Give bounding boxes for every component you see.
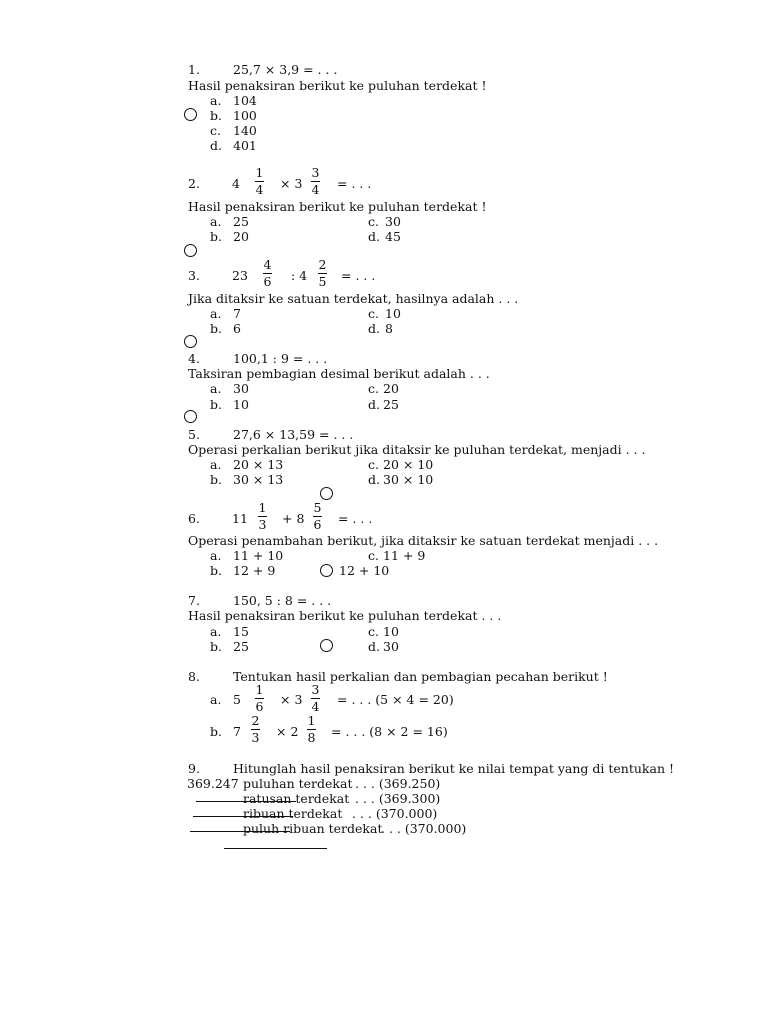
fraction bbox=[307, 714, 316, 745]
numerator: 2 bbox=[318, 257, 327, 272]
option-value: 30 × 13 bbox=[233, 472, 284, 487]
place-value-label: ribuan terdekat bbox=[243, 806, 343, 821]
option-value: 20 bbox=[383, 381, 399, 396]
option-key: c. bbox=[368, 624, 379, 639]
equals-dots: = . . . bbox=[341, 268, 376, 283]
option-value: 401 bbox=[233, 138, 257, 153]
denominator: 5 bbox=[318, 274, 327, 289]
option-value: 11 + 9 bbox=[383, 548, 426, 563]
answer-circle-mark bbox=[184, 410, 197, 423]
place-value-answer: . . . (369.250) bbox=[355, 776, 441, 791]
answer-circle-mark bbox=[320, 639, 333, 652]
option-value: 45 bbox=[385, 229, 401, 244]
whole-number: 4 bbox=[232, 176, 240, 191]
denominator: 4 bbox=[255, 182, 264, 197]
fraction bbox=[263, 258, 272, 289]
equation-remainder: = . . . (5 × 4 = 20) bbox=[337, 692, 454, 707]
whole-number: 7 bbox=[233, 724, 241, 739]
option-value: 25 bbox=[233, 639, 249, 654]
operator: + 8 bbox=[282, 511, 305, 526]
question-instruction: Hasil penaksiran berikut ke puluhan terdekat ! bbox=[188, 78, 487, 93]
denominator: 6 bbox=[313, 517, 322, 532]
numerator: 1 bbox=[255, 165, 264, 180]
option-key: b. bbox=[210, 472, 222, 487]
option-key: a. bbox=[210, 93, 222, 108]
option-value: 20 bbox=[233, 229, 249, 244]
operator: × 3 bbox=[280, 176, 303, 191]
question-instruction: Tentukan hasil perkalian dan pembagian pecahan berikut ! bbox=[233, 669, 608, 684]
option-value: 12 + 9 bbox=[233, 563, 276, 578]
question-number: 5. bbox=[188, 427, 200, 442]
operator: × 2 bbox=[276, 724, 299, 739]
answer-circle-mark bbox=[184, 108, 197, 121]
question-instruction: Operasi penambahan berikut, jika ditaksir ke satuan terdekat menjadi . . . bbox=[188, 533, 659, 548]
option-value: 15 bbox=[233, 624, 249, 639]
question-expression: 25,7 × 3,9 = . . . bbox=[233, 62, 338, 77]
denominator: 3 bbox=[251, 730, 260, 745]
answer-circle-mark bbox=[320, 487, 333, 500]
option-key: a. bbox=[210, 457, 222, 472]
option-key: a. bbox=[210, 381, 222, 396]
denominator: 8 bbox=[307, 730, 316, 745]
question-number: 7. bbox=[188, 593, 200, 608]
option-value: 12 + 10 bbox=[339, 563, 390, 578]
blank-line bbox=[190, 831, 290, 832]
numerator: 1 bbox=[307, 713, 316, 728]
numerator: 5 bbox=[313, 500, 322, 515]
option-value: 30 bbox=[233, 381, 249, 396]
place-value-label: puluh ribuan terdekat bbox=[243, 821, 383, 836]
operator: × 3 bbox=[280, 692, 303, 707]
numerator: 3 bbox=[311, 682, 320, 697]
option-value: 104 bbox=[233, 93, 257, 108]
question-expression: 150, 5 : 8 = . . . bbox=[233, 593, 332, 608]
option-key: a. bbox=[210, 306, 222, 321]
option-key: d. bbox=[368, 472, 380, 487]
question-instruction: Hitunglah hasil penaksiran berikut ke nilai tempat yang di tentukan ! bbox=[233, 761, 674, 776]
question-number: 1. bbox=[188, 62, 200, 77]
question-number: 4. bbox=[188, 351, 200, 366]
option-key: a. bbox=[210, 214, 222, 229]
place-value-answer: . . . (370.000) bbox=[352, 806, 438, 821]
numerator: 1 bbox=[258, 500, 267, 515]
option-key: d. bbox=[368, 639, 380, 654]
denominator: 4 bbox=[311, 699, 320, 714]
fraction bbox=[255, 683, 264, 714]
denominator: 6 bbox=[255, 699, 264, 714]
denominator: 4 bbox=[311, 182, 320, 197]
blank-line bbox=[196, 801, 296, 802]
question-instruction: Hasil penaksiran berikut ke puluhan terdekat ! bbox=[188, 199, 487, 214]
place-value-label: ratusan terdekat bbox=[243, 791, 350, 806]
answer-circle-mark bbox=[320, 564, 333, 577]
question-instruction: Operasi perkalian berikut jika ditaksir ke puluhan terdekat, menjadi . . . bbox=[188, 442, 646, 457]
fraction bbox=[255, 166, 264, 197]
blank-line bbox=[224, 848, 327, 849]
fraction bbox=[311, 683, 320, 714]
option-value: 30 × 10 bbox=[383, 472, 434, 487]
option-key: b. bbox=[210, 724, 222, 739]
option-value: 7 bbox=[233, 306, 241, 321]
option-value: 10 bbox=[385, 306, 401, 321]
question-number: 8. bbox=[188, 669, 200, 684]
option-key: c. bbox=[210, 123, 221, 138]
numerator: 1 bbox=[255, 682, 264, 697]
fraction bbox=[318, 258, 327, 289]
option-value: 100 bbox=[233, 108, 257, 123]
option-value: 6 bbox=[233, 321, 241, 336]
option-value: 30 bbox=[383, 639, 399, 654]
fraction bbox=[258, 501, 267, 532]
option-key: c. bbox=[368, 306, 379, 321]
option-key: a. bbox=[210, 624, 222, 639]
option-value: 20 × 10 bbox=[383, 457, 434, 472]
fraction bbox=[251, 714, 260, 745]
question-instruction: Hasil penaksiran berikut ke puluhan terdekat . . . bbox=[188, 608, 502, 623]
numerator: 2 bbox=[251, 713, 260, 728]
question-number: 2. bbox=[188, 176, 200, 191]
denominator: 3 bbox=[258, 517, 267, 532]
answer-circle-mark bbox=[184, 335, 197, 348]
option-key: a. bbox=[210, 692, 222, 707]
equation-remainder: = . . . (8 × 2 = 16) bbox=[331, 724, 448, 739]
blank-line bbox=[193, 816, 293, 817]
question-number: 6. bbox=[188, 511, 200, 526]
option-value: 25 bbox=[233, 214, 249, 229]
option-key: b. bbox=[210, 639, 222, 654]
operator: : 4 bbox=[291, 268, 308, 283]
whole-number: 23 bbox=[232, 268, 248, 283]
option-key: d. bbox=[368, 397, 380, 412]
option-value: 25 bbox=[383, 397, 399, 412]
option-value: 30 bbox=[385, 214, 401, 229]
question-expression: 100,1 : 9 = . . . bbox=[233, 351, 328, 366]
option-key: b. bbox=[210, 108, 222, 123]
option-key: d. bbox=[368, 229, 380, 244]
option-key: b. bbox=[210, 321, 222, 336]
option-key: d. bbox=[368, 321, 380, 336]
question-number: 9. bbox=[188, 761, 200, 776]
option-key: c. bbox=[368, 548, 379, 563]
equals-dots: = . . . bbox=[337, 176, 372, 191]
fraction bbox=[313, 501, 322, 532]
fraction bbox=[311, 166, 320, 197]
place-value-label: puluhan terdekat bbox=[243, 776, 353, 791]
place-value-answer: . . . (370.000) bbox=[381, 821, 467, 836]
option-key: d. bbox=[210, 138, 222, 153]
question-instruction: Taksiran pembagian desimal berikut adalah . . . bbox=[188, 366, 490, 381]
place-value-answer: . . . (369.300) bbox=[355, 791, 441, 806]
numerator: 3 bbox=[311, 165, 320, 180]
option-value: 10 bbox=[383, 624, 399, 639]
whole-number: 11 bbox=[232, 511, 248, 526]
equals-dots: = . . . bbox=[338, 511, 373, 526]
option-value: 11 + 10 bbox=[233, 548, 284, 563]
option-key: a. bbox=[210, 548, 222, 563]
option-key: c. bbox=[368, 214, 379, 229]
option-value: 10 bbox=[233, 397, 249, 412]
option-key: b. bbox=[210, 563, 222, 578]
whole-number: 5 bbox=[233, 692, 241, 707]
question-instruction: Jika ditaksir ke satuan terdekat, hasilnya adalah . . . bbox=[188, 291, 519, 306]
option-key: b. bbox=[210, 397, 222, 412]
option-value: 8 bbox=[385, 321, 393, 336]
denominator: 6 bbox=[263, 274, 272, 289]
option-key: c. bbox=[368, 381, 379, 396]
question-expression: 27,6 × 13,59 = . . . bbox=[233, 427, 354, 442]
answer-circle-mark bbox=[184, 244, 197, 257]
option-key: c. bbox=[368, 457, 379, 472]
numerator: 4 bbox=[263, 257, 272, 272]
option-key: b. bbox=[210, 229, 222, 244]
given-value: 369.247 bbox=[187, 776, 239, 791]
option-value: 20 × 13 bbox=[233, 457, 284, 472]
option-value: 140 bbox=[233, 123, 257, 138]
question-number: 3. bbox=[188, 268, 200, 283]
